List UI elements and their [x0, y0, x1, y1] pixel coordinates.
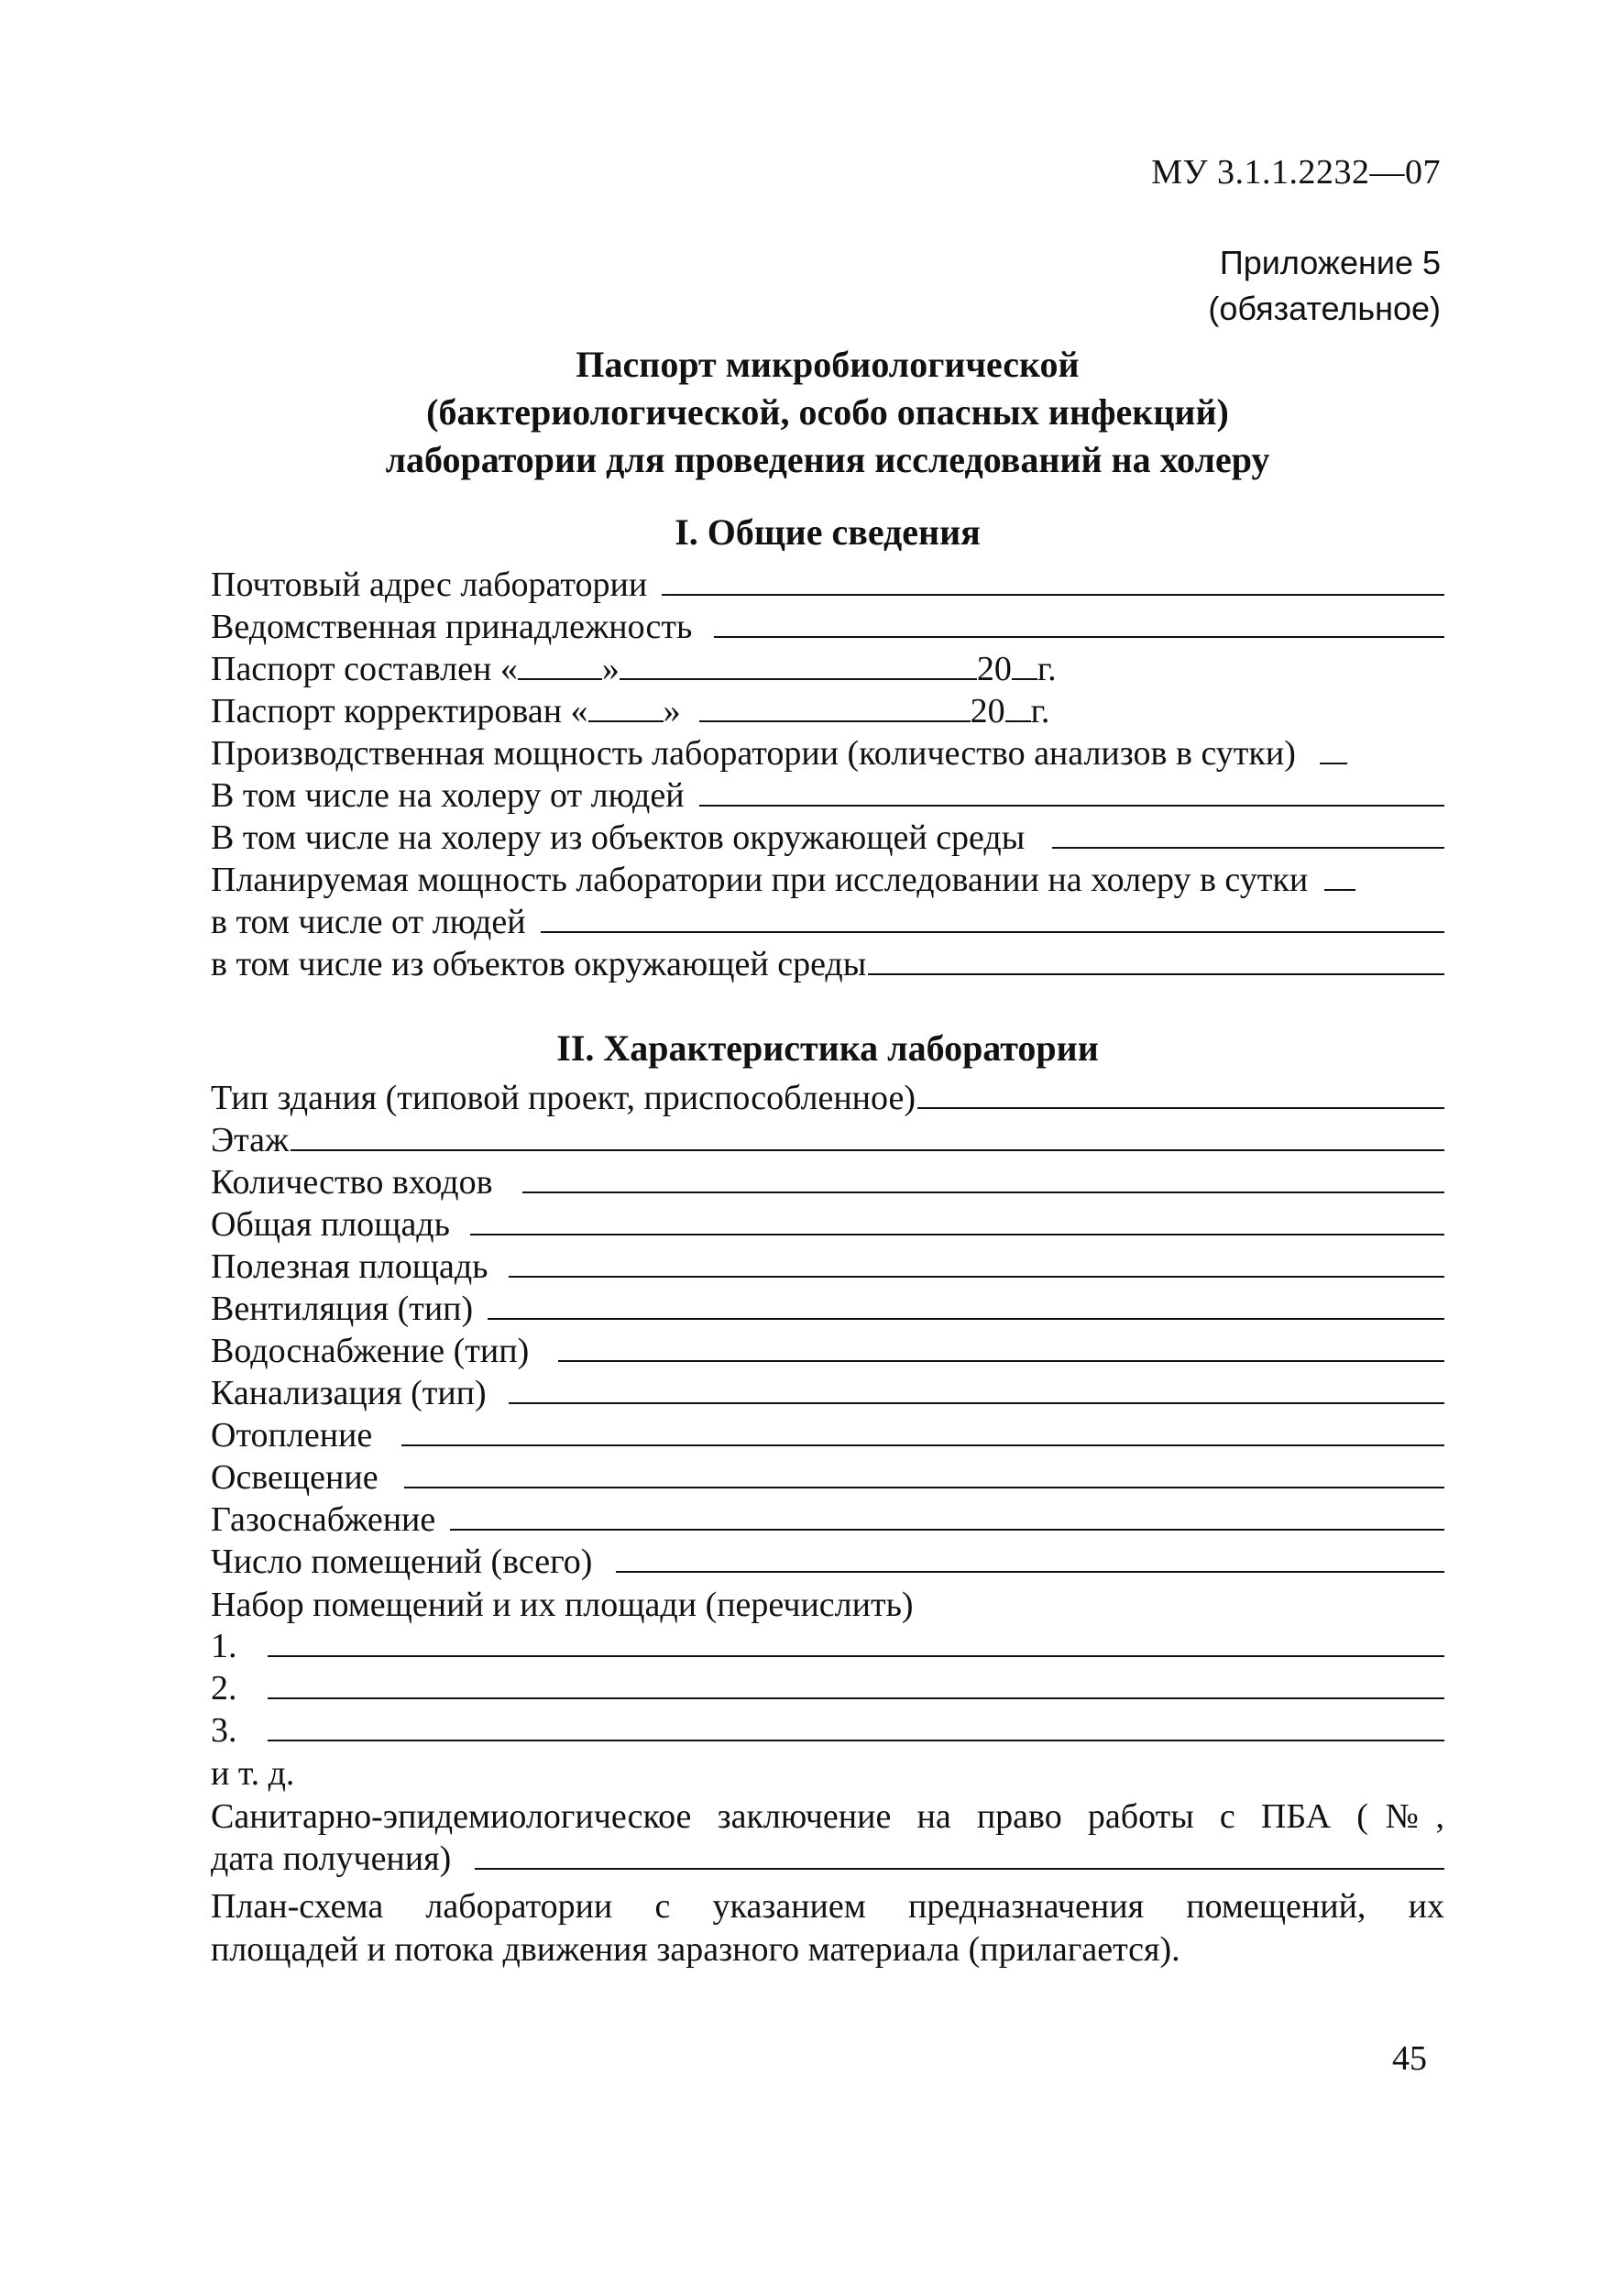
- planned-capacity-row: [211, 860, 1444, 902]
- heating-label: Отопление: [211, 1416, 373, 1455]
- corrected-year-field[interactable]: [1005, 693, 1031, 722]
- useful-area-field[interactable]: [509, 1248, 1444, 1278]
- postal-address-field[interactable]: [662, 566, 1444, 596]
- gas-supply-field[interactable]: [450, 1501, 1444, 1531]
- planned-capacity-field[interactable]: [1324, 862, 1355, 891]
- cholera-env-field[interactable]: [1052, 819, 1444, 849]
- compiled-day-field[interactable]: [518, 651, 602, 680]
- title-line-2: (бактериологической, особо опасных инфекций): [426, 391, 1229, 433]
- compiled-year-prefix: 20: [976, 650, 1012, 688]
- capacity-row: [211, 733, 1444, 775]
- planned-env-row: [211, 944, 1444, 986]
- rooms-count-row: [211, 1542, 1444, 1584]
- affiliation-label: Ведомственная принадлежность: [211, 608, 693, 646]
- rooms-count-label: Число помещений (всего): [211, 1543, 593, 1581]
- room-item-field[interactable]: [268, 1712, 1444, 1741]
- water-supply-label: Водоснабжение (тип): [211, 1332, 530, 1370]
- room-item-field[interactable]: [268, 1628, 1444, 1657]
- planned-people-row: [211, 902, 1444, 944]
- capacity-field[interactable]: [1320, 735, 1347, 764]
- corrected-label: Паспорт корректирован «: [211, 692, 588, 730]
- sanitary-conclusion-label: дата получения): [211, 1839, 452, 1878]
- water-supply-field[interactable]: [558, 1333, 1444, 1362]
- useful-area-label: Полезная площадь: [211, 1247, 488, 1286]
- room-item-1: [211, 1626, 1444, 1668]
- document-title: [211, 341, 1444, 484]
- floor-field[interactable]: [291, 1122, 1444, 1151]
- affiliation-field[interactable]: [714, 609, 1444, 638]
- section-1-heading: I. Общие сведения: [675, 511, 981, 553]
- building-type-label: Тип здания (типовой проект, приспособленное): [211, 1079, 916, 1117]
- corrected-month-field[interactable]: [699, 693, 971, 722]
- gas-supply-label: Газоснабжение: [211, 1500, 436, 1539]
- cholera-people-field[interactable]: [699, 777, 1444, 807]
- compiled-year-suffix: г.: [1037, 650, 1057, 688]
- corrected-day-field[interactable]: [588, 693, 664, 722]
- entrances-row: [211, 1162, 1444, 1204]
- compiled-date-row: [211, 649, 1444, 691]
- total-area-label: Общая площадь: [211, 1205, 450, 1244]
- compiled-label: Паспорт составлен «: [211, 650, 518, 688]
- etc-label: и т. д.: [211, 1754, 295, 1793]
- corrected-quote-close: »: [663, 692, 681, 730]
- water-supply-row: [211, 1331, 1444, 1373]
- heating-field[interactable]: [401, 1417, 1444, 1446]
- corrected-date-row: [211, 691, 1444, 733]
- planned-env-label: в том числе из объектов окружающей среды: [211, 945, 867, 983]
- sewerage-row: [211, 1373, 1444, 1415]
- sanitary-conclusion-line1: Санитарно-эпидемиологическое заключение на право работы с ПБА (№,: [211, 1797, 1444, 1836]
- section-2-heading: II. Характеристика лаборатории: [556, 1027, 1099, 1069]
- building-type-field[interactable]: [917, 1080, 1444, 1109]
- planned-capacity-label: Планируемая мощность лаборатории при исследовании на холеру в сутки: [211, 861, 1309, 899]
- room-item-number: 1.: [211, 1627, 237, 1665]
- building-type-row: [211, 1078, 1444, 1120]
- cholera-people-label: В том числе на холеру от людей: [211, 776, 685, 815]
- floor-row: [211, 1120, 1444, 1162]
- section-1-fields: [211, 565, 1444, 986]
- room-item-number: 2.: [211, 1669, 237, 1707]
- rooms-list-heading: Набор помещений и их площади (перечислить): [211, 1586, 914, 1624]
- lighting-field[interactable]: [404, 1459, 1444, 1488]
- total-area-row: [211, 1204, 1444, 1246]
- page-number: 45: [1392, 2039, 1427, 2078]
- gas-supply-row: [211, 1499, 1444, 1542]
- cholera-env-row: [211, 818, 1444, 860]
- affiliation-row: [211, 607, 1444, 649]
- useful-area-row: [211, 1246, 1444, 1289]
- ventilation-label: Вентиляция (тип): [211, 1290, 474, 1328]
- room-item-number: 3.: [211, 1711, 237, 1750]
- appendix-type: (обязательное): [1208, 290, 1441, 327]
- postal-address-label: Почтовый адрес лаборатории: [211, 566, 648, 604]
- entrances-field[interactable]: [522, 1164, 1444, 1193]
- compiled-year-field[interactable]: [1012, 651, 1037, 680]
- plan-scheme-line2: площадей и потока движения заразного материала (прилагается).: [211, 1930, 1180, 1969]
- room-item-field[interactable]: [268, 1670, 1444, 1699]
- rooms-count-field[interactable]: [616, 1543, 1444, 1573]
- corrected-year-prefix: 20: [970, 692, 1005, 730]
- postal-address-row: [211, 565, 1444, 607]
- floor-label: Этаж: [211, 1121, 290, 1159]
- room-item-2: [211, 1668, 1444, 1710]
- appendix-number: Приложение 5: [1219, 244, 1441, 281]
- section-2-fields: [211, 1078, 1444, 1971]
- compiled-month-field[interactable]: [620, 651, 977, 680]
- ventilation-field[interactable]: [488, 1290, 1444, 1320]
- total-area-field[interactable]: [470, 1206, 1444, 1235]
- planned-env-field[interactable]: [868, 946, 1444, 975]
- corrected-year-suffix: г.: [1030, 692, 1050, 730]
- planned-people-field[interactable]: [541, 904, 1444, 933]
- sewerage-field[interactable]: [509, 1375, 1444, 1404]
- ventilation-row: [211, 1289, 1444, 1331]
- title-line-3: лаборатории для проведения исследований на холеру: [385, 439, 1270, 480]
- entrances-label: Количество входов: [211, 1163, 493, 1202]
- title-line-1: Паспорт микробиологической: [576, 344, 1080, 385]
- capacity-label: Производственная мощность лаборатории (количество анализов в сутки): [211, 734, 1296, 773]
- sanitary-conclusion-field[interactable]: [475, 1840, 1444, 1870]
- planned-people-label: в том числе от людей: [211, 903, 526, 941]
- cholera-people-row: [211, 775, 1444, 818]
- sewerage-label: Канализация (тип): [211, 1374, 487, 1412]
- heating-row: [211, 1415, 1444, 1457]
- lighting-row: [211, 1457, 1444, 1499]
- compiled-quote-close: »: [601, 650, 620, 688]
- room-item-3: [211, 1710, 1444, 1752]
- cholera-env-label: В том числе на холеру из объектов окружающей среды: [211, 818, 1026, 857]
- sanitary-conclusion-row: [211, 1839, 1444, 1881]
- plan-scheme-line1: План-схема лаборатории с указанием предназначения помещений, их: [211, 1887, 1444, 1926]
- document-code: МУ 3.1.1.2232—07: [1151, 153, 1441, 192]
- lighting-label: Освещение: [211, 1458, 379, 1497]
- appendix-label: [1208, 240, 1441, 332]
